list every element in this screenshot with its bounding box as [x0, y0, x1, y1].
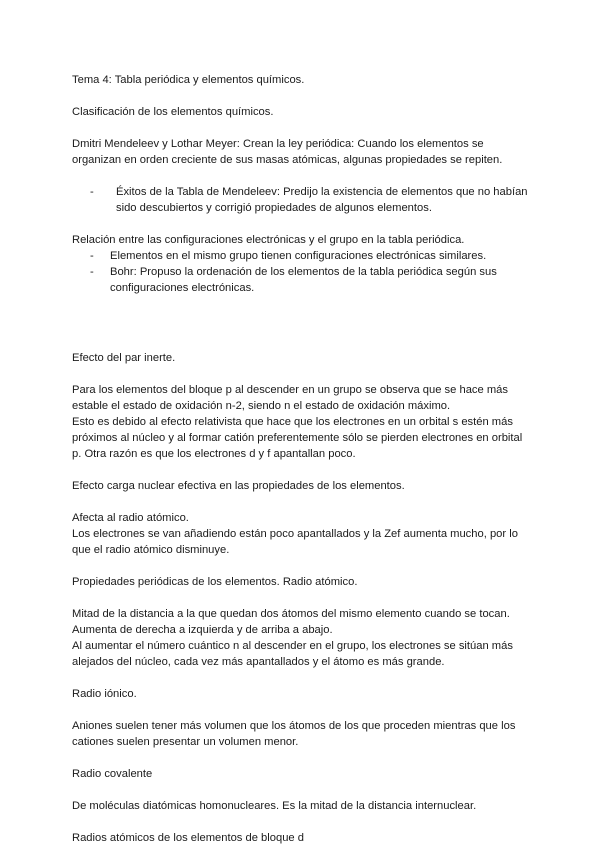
- list-item: - Bohr: Propuso la ordenación de los elementos de la tabla periódica según sus configuraciones electrónicas.: [72, 264, 532, 296]
- atomic-radius-heading: Propiedades periódicas de los elementos. Radio atómico.: [72, 576, 358, 588]
- d-block-radius-heading: Radios atómicos de los elementos de bloque d: [72, 832, 304, 844]
- zef-line-1: Afecta al radio atómico.: [72, 512, 189, 524]
- document-body: [72, 72, 532, 846]
- ionic-radius-paragraph: Aniones suelen tener más volumen que los átomos de los que proceden mientras que los cationes suelen presentar un volumen menor.: [72, 720, 516, 748]
- atomic-radius-line-2: Aumenta de derecha a izquierda y de arriba a abajo.: [72, 624, 333, 636]
- covalent-radius-heading: Radio covalente: [72, 768, 153, 780]
- atomic-radius-line-1: Mitad de la distancia a la que quedan dos átomos del mismo elemento cuando se tocan.: [72, 608, 510, 620]
- document-title: Tema 4: Tabla periódica y elementos químicos.: [72, 74, 305, 86]
- mendeleev-bullet-list: [72, 184, 532, 216]
- inert-pair-paragraph-1: Para los elementos del bloque p al descender en un grupo se observa que se hace más estable el estado de oxidación n-2, siendo n el estado de oxidación máximo.: [72, 384, 508, 412]
- list-item: - Éxitos de la Tabla de Mendeleev: Predijo la existencia de elementos que no habían sido descubiertos y corrigió propiedades de algunos elementos.: [72, 184, 532, 216]
- zef-line-2: Los electrones se van añadiendo están poco apantallados y la Zef aumenta mucho, por lo que el radio atómico disminuye.: [72, 528, 518, 556]
- covalent-radius-paragraph: De moléculas diatómicas homonucleares. Es la mitad de la distancia internuclear.: [72, 800, 477, 812]
- inert-pair-paragraph-2: Esto es debido al efecto relativista que hace que los electrones en un orbital s estén más próximos al núcleo y al formar catión preferentemente sólo se pierden electrones en orbital p. Otra razón es que los electrones d y f apantallan poco.: [72, 416, 523, 460]
- relation-heading: Relación entre las configuraciones electrónicas y el grupo en la tabla periódica.: [72, 234, 465, 246]
- inert-pair-heading: Efecto del par inerte.: [72, 352, 176, 364]
- mendeleev-paragraph: Dmitri Mendeleev y Lothar Meyer: Crean la ley periódica: Cuando los elementos se organizan en orden creciente de sus masas atómicas, algunas propiedades se repiten.: [72, 138, 503, 166]
- atomic-radius-line-3: Al aumentar el número cuántico n al descender en el grupo, los electrones se sitúan más alejados del núcleo, cada vez más apantallados y el átomo es más grande.: [72, 640, 513, 668]
- zef-heading: Efecto carga nuclear efectiva en las propiedades de los elementos.: [72, 480, 405, 492]
- relation-bullet-list: [72, 248, 532, 296]
- section-heading-classification: Clasificación de los elementos químicos.: [72, 106, 274, 118]
- ionic-radius-heading: Radio iónico.: [72, 688, 137, 700]
- list-item: - Elementos en el mismo grupo tienen configuraciones electrónicas similares.: [72, 248, 532, 264]
